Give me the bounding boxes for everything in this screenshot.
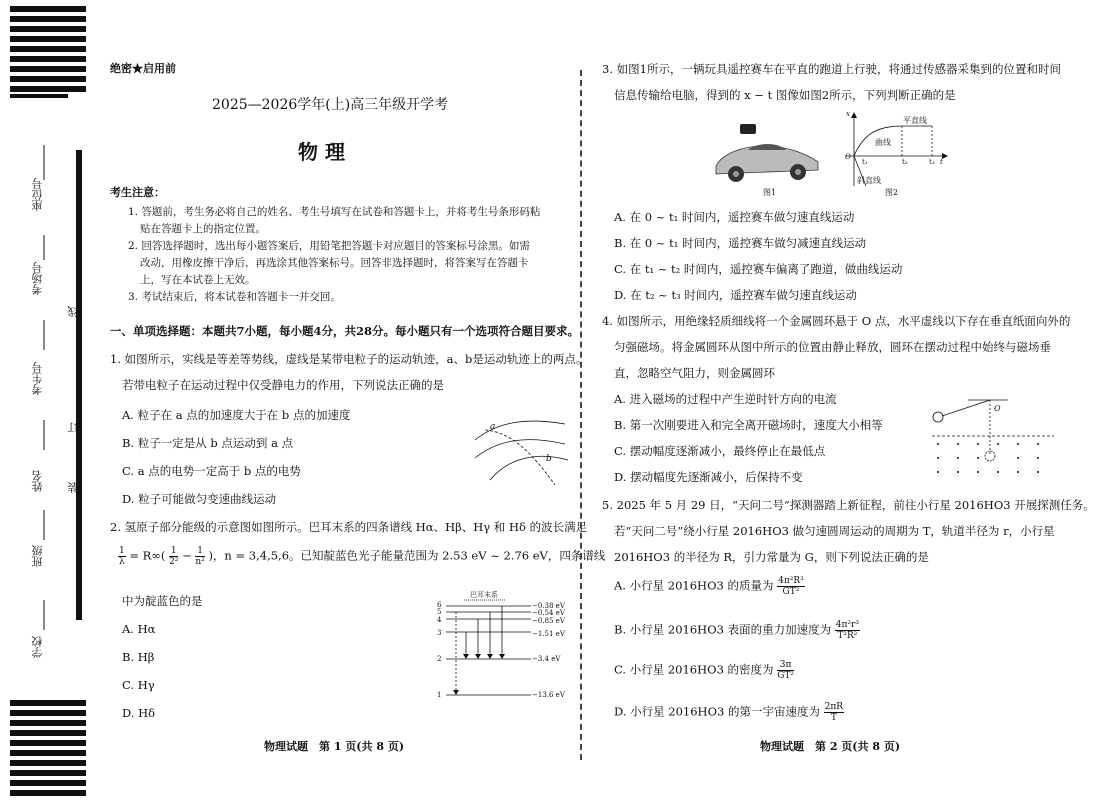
q1-point-a: a [490, 422, 496, 432]
graph-x-axis: x [846, 110, 850, 118]
option-fraction: 4π²r³ [835, 620, 859, 630]
figure-2-caption: 图2 [885, 188, 899, 197]
q5-stem: 2016HO3 的半径为 R，引力常量为 G，则下列说法正确的是 [614, 550, 929, 564]
q2-option-c[interactable]: C. Hγ [122, 678, 155, 692]
level-energy: −0.38 eV [532, 602, 565, 610]
bind-mark-bind: 装 [67, 482, 80, 493]
level-energy: −3.4 eV [532, 655, 561, 663]
binding-margin-bars [8, 0, 88, 800]
option-fraction: 4π²R³ [778, 576, 804, 586]
option-fraction: 2πR [824, 702, 844, 712]
bind-mark-line: 线 [67, 306, 80, 317]
level-n: 3 [437, 629, 442, 637]
q1-equipotential-figure [470, 410, 570, 500]
notice-line: 改动，用橡皮擦干净后，再选涂其他答案标号。回答非选择题时，将答案写在答题卡 [140, 257, 529, 269]
formula-fraction: n² [195, 557, 205, 567]
footer-page-2: 物理试题 第 2 页(共 8 页) [760, 740, 901, 753]
formula-fraction: 1 [170, 546, 177, 556]
q2-formula [118, 546, 605, 567]
q4-option-a[interactable]: A. 进入磁场的过程中产生逆时针方向的电流 [614, 392, 837, 406]
formula-fraction: 2² [169, 557, 179, 567]
q3-option-b[interactable]: B. 在 0 ~ t₁ 时间内，遥控赛车做匀减速直线运动 [614, 236, 867, 250]
q3-option-a[interactable]: A. 在 0 ~ t₁ 时间内，遥控赛车做匀速直线运动 [614, 210, 855, 224]
graph-flat-label: 平直线 [903, 116, 927, 125]
q1-option-c[interactable]: C. a 点的电势一定高于 b 点的电势 [122, 464, 301, 478]
notice-line: 3. 考试结束后，将本试卷和答题卡一并交回。 [128, 291, 341, 303]
option-text: A. 小行星 2016HO3 的质量为 [614, 578, 774, 593]
notice-line: 贴在答题卡上的指定位置。 [140, 223, 266, 235]
graph-origin: O [845, 153, 851, 161]
pivot-o-label: O [994, 404, 1001, 413]
level-energy: −1.51 eV [532, 630, 565, 638]
formula-text: )，n = 3,4,5,6。已知靛蓝色光子能量范围为 2.53 eV ~ 2.76 eV，四条谱线 [208, 548, 606, 563]
formula-text: = R∞( [129, 548, 166, 563]
q3-option-c[interactable]: C. 在 t₁ ~ t₂ 时间内，遥控赛车偏离了跑道，做曲线运动 [614, 262, 903, 276]
formula-fraction: 1 [119, 546, 125, 556]
option-text: B. 小行星 2016HO3 表面的重力加速度为 [614, 622, 832, 637]
q1-point-b: b [546, 454, 552, 464]
level-energy: −13.6 eV [532, 691, 565, 699]
q1-option-b[interactable]: B. 粒子一定是从 b 点运动到 a 点 [122, 436, 294, 450]
school-label: 学校 [31, 636, 44, 658]
q4-stem: 直，忽略空气阻力，则金属圆环 [614, 366, 775, 380]
q1-stem: 1. 如图所示，实线是等差等势线，虚线是某带电粒子的运动轨迹，a、b是运动轨迹上的两点。 [110, 352, 588, 366]
q5-option-c[interactable] [614, 660, 794, 681]
option-fraction: T [830, 713, 837, 723]
formula-text: − [182, 548, 192, 563]
q2-stem: 2. 氢原子部分能级的示意图如图所示。巴耳末系的四条谱线 Hα、Hβ、Hγ 和 Hδ 的波长满足 [110, 520, 588, 534]
section-heading: 一、单项选择题：本题共7小题，每小题4分，共28分。每小题只有一个选项符合题目要求。 [110, 324, 580, 338]
notice-title: 考生注意： [110, 186, 165, 199]
q2-option-d[interactable]: D. Hδ [122, 706, 156, 720]
graph-curve-label: 曲线 [875, 138, 891, 147]
q1-option-d[interactable]: D. 粒子可能做匀变速曲线运动 [122, 492, 277, 506]
exam-room-label: 考场号 [31, 262, 44, 295]
notice-line: 上，写在本试卷上无效。 [140, 274, 256, 286]
q5-option-d[interactable] [614, 702, 844, 723]
graph-t3: t₃ [929, 158, 935, 166]
notice-line: 2. 回答选择题时，选出每小题答案后，用铅笔把答题卡对应题目的答案标号涂黑。如需 [128, 240, 530, 252]
balmer-series-label: 巴耳末系 [470, 591, 498, 599]
level-n: 5 [437, 608, 442, 616]
level-energy: −0.85 eV [532, 617, 565, 625]
footer-page-1: 物理试题 第 1 页(共 8 页) [264, 740, 405, 753]
q1-stem: 若带电粒子在运动过程中仅受静电力的作用，下列说法正确的是 [122, 378, 444, 392]
seat-number-label: 座位号 [31, 178, 44, 211]
graph-slope-label: 斜直线 [857, 176, 881, 185]
level-n: 4 [437, 616, 442, 624]
q5-option-a[interactable] [614, 576, 805, 597]
class-label: 班级 [31, 545, 44, 567]
formula-fraction: 1 [197, 546, 203, 556]
q2-option-b[interactable]: B. Hβ [122, 650, 155, 664]
graph-t2: t₂ [902, 158, 908, 166]
graph-t1: t₁ [862, 158, 868, 166]
q4-stem: 4. 如图所示，用绝缘轻质细线将一个金属圆环悬于 O 点，水平虚线以下存在垂直纸面向外的 [602, 314, 1071, 328]
option-text: D. 小行星 2016HO3 的第一宇宙速度为 [614, 704, 820, 719]
q4-option-b[interactable]: B. 第一次刚要进入和完全离开磁场时，速度大小相等 [614, 418, 883, 432]
q4-stem: 匀强磁场。将金属圆环从图中所示的位置由静止释放，圆环在摆动过程中始终与磁场垂 [614, 340, 1051, 354]
q5-stem: 5. 2025 年 5 月 29 日，“天问二号”探测器踏上新征程，前往小行星 2016HO3 开展探测任务。 [602, 498, 1095, 512]
option-fraction: GT² [777, 671, 795, 681]
option-fraction: T²R² [837, 631, 858, 641]
candidate-number-label: 考生号 [31, 362, 44, 395]
level-n: 2 [437, 655, 442, 663]
notice-line: 1. 答题前，考生务必将自己的姓名、考生号填写在试卷和答题卡上，并将考生号条形码粘 [128, 206, 541, 218]
toy-race-car-figure [712, 120, 822, 190]
formula-fraction: λ [119, 557, 125, 567]
option-text: C. 小行星 2016HO3 的密度为 [614, 662, 774, 677]
level-energy: −0.54 eV [532, 609, 565, 617]
q2-option-a[interactable]: A. Hα [122, 622, 156, 636]
option-fraction: 3π [777, 660, 794, 671]
level-n: 1 [437, 691, 442, 699]
subject-title: 物 理 [298, 140, 345, 164]
q3-stem: 3. 如图1所示，一辆玩具遥控赛车在平直的跑道上行驶，将通过传感器采集到的位置和时间 [602, 62, 1061, 76]
option-fraction: GT² [782, 587, 800, 597]
q4-option-d[interactable]: D. 摆动幅度先逐渐减小，后保持不变 [614, 470, 803, 484]
figure-1-caption: 图1 [763, 188, 777, 197]
pendulum-ring-figure [928, 396, 1058, 476]
q4-option-c[interactable]: C. 摆动幅度逐渐减小，最终停止在最低点 [614, 444, 826, 458]
page-divider [580, 70, 582, 760]
q2-stem: 中为靛蓝色的是 [122, 594, 203, 608]
name-label: 姓名 [31, 470, 44, 492]
bind-mark-order: 订 [67, 422, 80, 433]
q5-stem: 若“天问二号”绕小行星 2016HO3 做匀速圆周运动的周期为 T，轨道半径为 r，小行星 [614, 524, 1055, 538]
q3-stem: 信息传输给电脑，得到的 x − t 图像如图2所示，下列判断正确的是 [614, 88, 956, 102]
level-n: 6 [437, 601, 442, 609]
graph-t-axis: t [940, 158, 943, 166]
exam-title: 2025—2026学年(上)高三年级开学考 [212, 97, 449, 113]
secret-label: 绝密★启用前 [110, 62, 176, 75]
q1-option-a[interactable]: A. 粒子在 a 点的加速度大于在 b 点的加速度 [122, 408, 351, 422]
q3-option-d[interactable]: D. 在 t₂ ~ t₃ 时间内，遥控赛车做匀速直线运动 [614, 288, 857, 302]
q5-option-b[interactable] [614, 620, 860, 641]
